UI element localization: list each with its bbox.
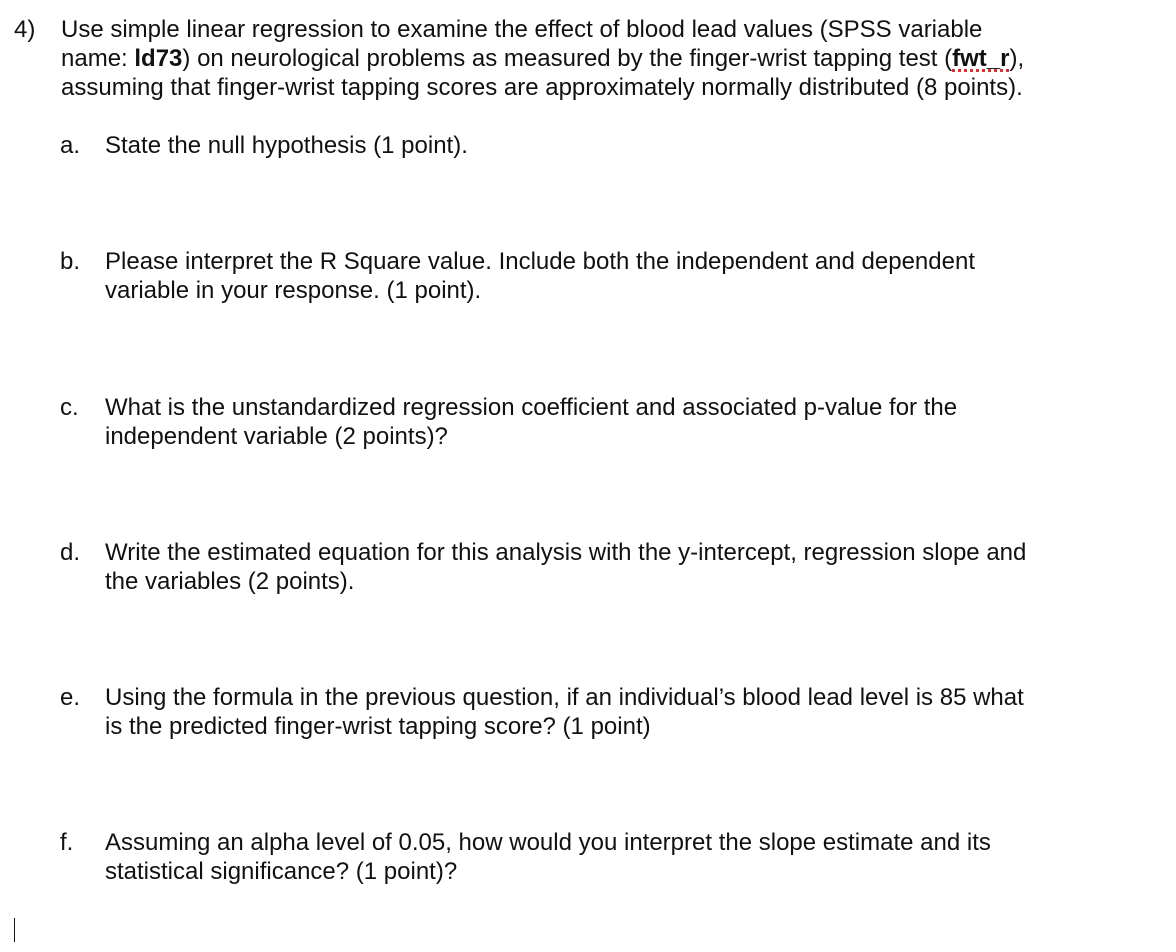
part-e-line-2: is the predicted finger-wrist tapping score? (1 point): [105, 713, 651, 740]
part-b-text: [105, 247, 1165, 305]
part-d-label: d.: [60, 539, 81, 566]
question-number: 4): [14, 16, 36, 43]
variable-ld73: ld73: [134, 45, 183, 72]
text-cursor[interactable]: [14, 918, 15, 942]
part-f-line-1: Assuming an alpha level of 0.05, how would you interpret the slope estimate and its: [105, 829, 991, 856]
part-c-line-1: What is the unstandardized regression coefficient and associated p-value for the: [105, 394, 958, 421]
part-b-line-2: variable in your response. (1 point).: [105, 277, 482, 304]
question-line-1: Use simple linear regression to examine the effect of blood lead values (SPSS variable: [61, 16, 983, 43]
variable-fwt-r: fwt_r: [952, 45, 1010, 72]
part-f-label: f.: [60, 829, 74, 856]
part-a-line-1: State the null hypothesis (1 point).: [105, 132, 468, 159]
part-e-line-1: Using the formula in the previous question, if an individual’s blood lead level is 85 what: [105, 684, 1024, 711]
part-a-text: [105, 131, 1165, 160]
part-f-line-2: statistical significance? (1 point)?: [105, 858, 458, 885]
part-f-text: [105, 828, 1165, 886]
question-line-2: [61, 44, 1161, 73]
part-d-line-2: the variables (2 points).: [105, 568, 355, 595]
question-text: [61, 15, 1161, 102]
part-c-line-2: independent variable (2 points)?: [105, 423, 448, 450]
question-line-2-mid: ) on neurological problems as measured by the finger-wrist tapping test (: [182, 45, 953, 72]
part-c-text: [105, 393, 1165, 451]
question-line-2-end: ),: [1009, 45, 1025, 72]
question-line-3: assuming that finger-wrist tapping scores are approximately normally distributed (8 points).: [61, 74, 1023, 101]
part-e-label: e.: [60, 684, 81, 711]
part-d-line-1: Write the estimated equation for this analysis with the y-intercept, regression slope and: [105, 539, 1027, 566]
question-line-2-pre: name:: [61, 45, 135, 72]
part-d-text: [105, 538, 1165, 596]
part-c-label: c.: [60, 394, 79, 421]
part-a-label: a.: [60, 132, 81, 159]
part-b-line-1: Please interpret the R Square value. Include both the independent and dependent: [105, 248, 975, 275]
part-e-text: [105, 683, 1165, 741]
part-b-label: b.: [60, 248, 81, 275]
